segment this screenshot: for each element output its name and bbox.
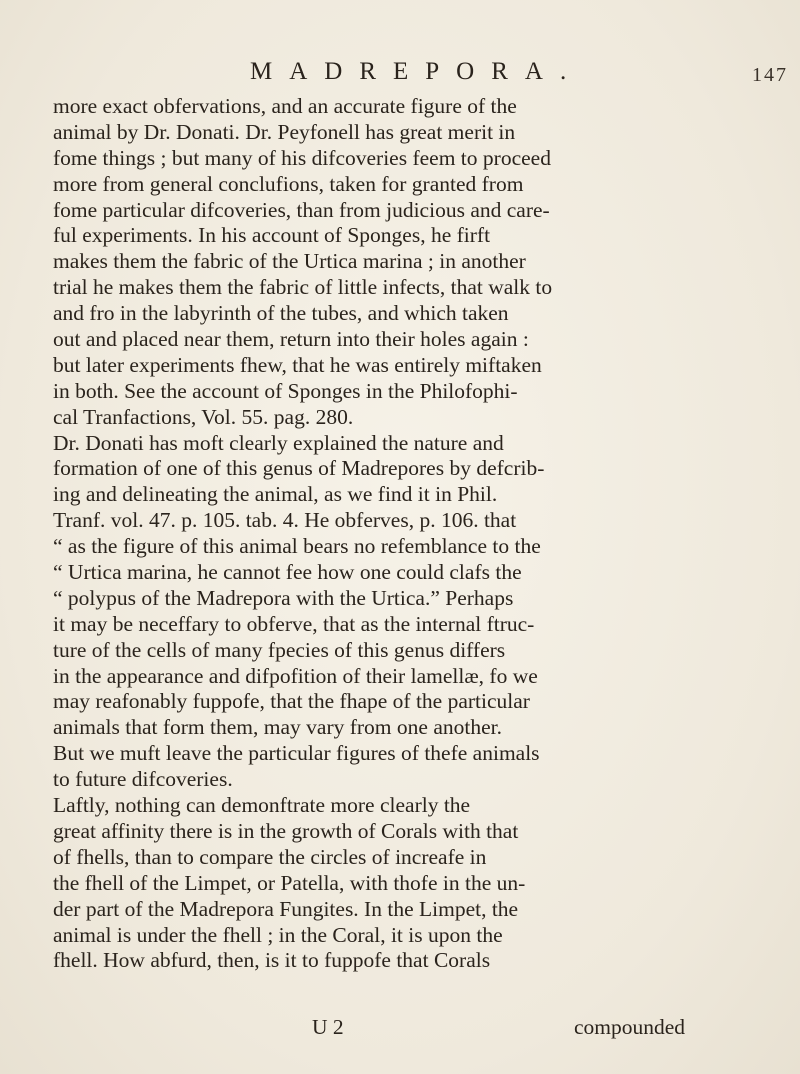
text-line: in the appearance and difpofition of their lamellæ, fo we bbox=[53, 663, 538, 688]
text-line: of fhells, than to compare the circles of increafe in bbox=[53, 844, 487, 869]
text-line: may reafonably fuppofe, that the fhape of the particular bbox=[53, 689, 530, 714]
text-line: trial he makes them the fabric of little infects, that walk to bbox=[53, 275, 553, 300]
text-line: ture of the cells of many fpecies of this genus differs bbox=[53, 637, 506, 662]
text-line: Laftly, nothing can demonftrate more clearly the bbox=[53, 793, 471, 818]
text-line: formation of one of this genus of Madrepores by defcrib- bbox=[53, 456, 545, 481]
signature-mark: U 2 bbox=[312, 1015, 344, 1039]
text-line: fome particular difcoveries, than from judicious and care- bbox=[53, 197, 550, 222]
text-line: to future difcoveries. bbox=[53, 767, 233, 792]
page-number: 147 bbox=[752, 64, 788, 86]
text-line: it may be neceffary to obferve, that as the internal ftruc- bbox=[53, 611, 535, 636]
text-line: fome things ; but many of his difcoveries feem to proceed bbox=[53, 145, 551, 170]
text-line: in both. See the account of Sponges in the Philofophi- bbox=[53, 378, 518, 403]
text-line: makes them the fabric of the Urtica marina ; in another bbox=[53, 249, 526, 274]
text-line: “ polypus of the Madrepora with the Urtica.” Perhaps bbox=[53, 585, 514, 610]
text-line: animal by Dr. Donati. Dr. Peyfonell has great merit in bbox=[53, 119, 516, 144]
catchword: compounded bbox=[574, 1015, 686, 1039]
text-line: but later experiments fhew, that he was entirely miftaken bbox=[53, 352, 542, 377]
text-line: animals that form them, may vary from one another. bbox=[53, 715, 502, 740]
text-line: great affinity there is in the growth of Corals with that bbox=[53, 818, 519, 843]
body-text bbox=[53, 94, 793, 974]
text-line: the fhell of the Limpet, or Patella, with thofe in the un- bbox=[53, 870, 526, 895]
text-line: der part of the Madrepora Fungites. In the Limpet, the bbox=[53, 896, 519, 921]
text-line: ful experiments. In his account of Sponges, he firft bbox=[53, 223, 491, 248]
text-line: ing and delineating the animal, as we find it in Phil. bbox=[53, 482, 498, 507]
text-line: fhell. How abfurd, then, is it to fuppofe that Corals bbox=[53, 948, 491, 973]
text-line: cal Tranfactions, Vol. 55. pag. 280. bbox=[53, 404, 354, 429]
text-line: out and placed near them, return into their holes again : bbox=[53, 327, 529, 352]
text-line: Dr. Donati has moft clearly explained the nature and bbox=[53, 430, 504, 455]
text-line: more from general conclufions, taken for granted from bbox=[53, 171, 524, 196]
text-line: But we muft leave the particular figures of thefe animals bbox=[53, 741, 540, 766]
text-line: and fro in the labyrinth of the tubes, and which taken bbox=[53, 301, 509, 326]
text-line: Tranf. vol. 47. p. 105. tab. 4. He obferves, p. 106. that bbox=[53, 508, 517, 533]
page-footer bbox=[0, 1014, 800, 1040]
text-line: more exact obfervations, and an accurate figure of the bbox=[53, 94, 517, 118]
text-line: “ as the figure of this animal bears no refemblance to the bbox=[53, 534, 541, 559]
text-line: “ Urtica marina, he cannot fee how one could clafs the bbox=[53, 560, 522, 585]
running-head: MADREPORA. bbox=[250, 58, 584, 85]
text-line: animal is under the fhell ; in the Coral, it is upon the bbox=[53, 922, 503, 947]
